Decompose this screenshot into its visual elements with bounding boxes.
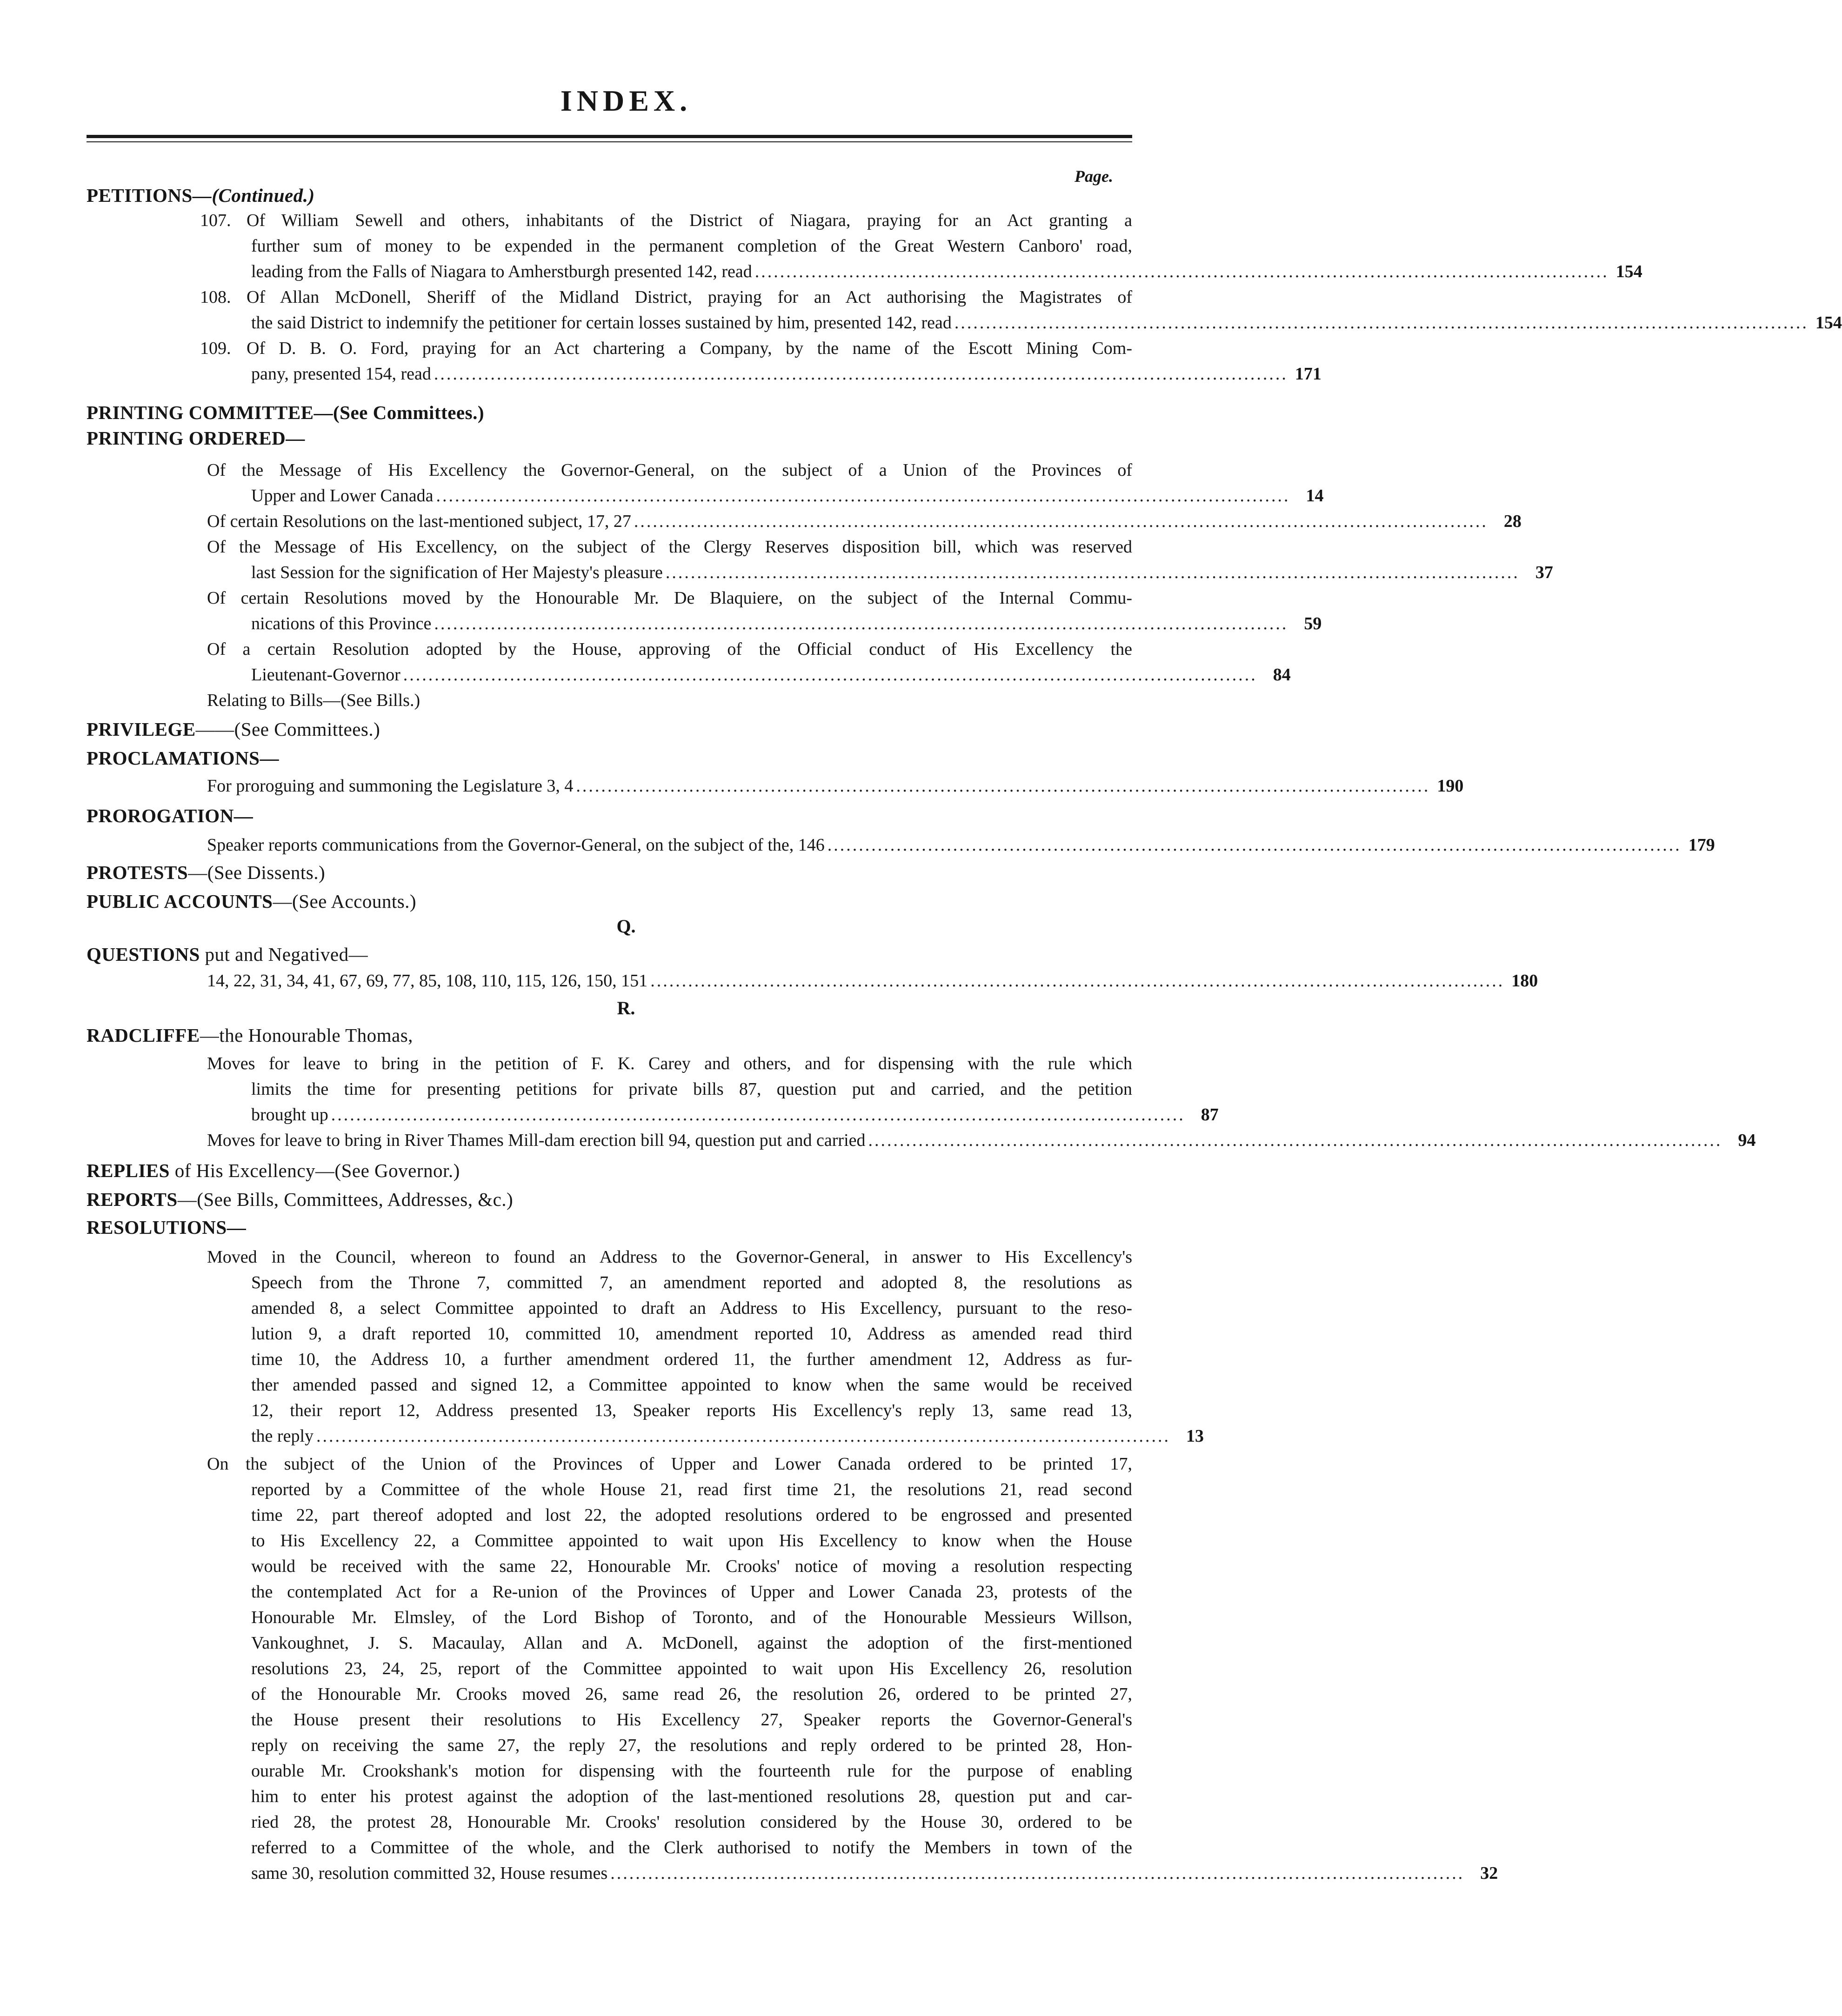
page-reference: 171 — [1295, 364, 1321, 384]
heading-printing-ordered: PRINTING ORDERED— — [87, 427, 305, 449]
page-reference: 180 — [1511, 971, 1538, 991]
section-letter-q: Q. — [616, 916, 636, 937]
page-reference: 14 — [1306, 486, 1324, 506]
entry-text: time 22, part thereof adopted and lost 22, the adopted resolutions ordered to be engrossed and presented — [251, 1505, 1132, 1525]
index-entry: Upper and Lower Canada ........................................................................................................................................ 14 — [251, 483, 1137, 509]
entry-text: Vankoughnet, J. S. Macaulay, Allan and A. McDonell, against the adoption of the first-mentioned — [251, 1633, 1132, 1653]
entry-text: of the Honourable Mr. Crooks moved 26, same read 26, the resolution 26, ordered to be printed 27, — [251, 1684, 1132, 1704]
heading-resolutions: RESOLUTIONS— — [87, 1217, 247, 1238]
page-reference: 59 — [1304, 614, 1322, 633]
index-entry: For proroguing and summoning the Legislature 3, 4 ........................................................................................................................................ 190 — [207, 773, 1137, 799]
entry-text: the House present their resolutions to His Excellency 27, Speaker reports the Governor-General's — [251, 1710, 1132, 1730]
entry-text: Moved in the Council, whereon to found an Address to the Governor-General, in answer to His Excellency's — [207, 1247, 1132, 1267]
entry-text: 12, their report 12, Address presented 13, Speaker reports His Excellency's reply 13, same read 13, — [251, 1401, 1132, 1420]
entry-text: Of the Message of His Excellency, on the subject of the Clergy Reserves disposition bill, which was reserved — [207, 537, 1132, 557]
entry-text: lution 9, a draft reported 10, committed 10, amendment reported 10, Address as amended read third — [251, 1324, 1132, 1344]
entry-text: referred to a Committee of the whole, and the Clerk authorised to notify the Members in town of the — [251, 1838, 1132, 1857]
page-reference: 32 — [1480, 1863, 1498, 1883]
heading-reports: REPORTS—(See Bills, Committees, Addresses, &c.) — [87, 1189, 514, 1210]
index-entry: last Session for the signification of Her Majesty's pleasure ........................................................................................................................................ 37 — [251, 560, 1137, 586]
entry-text: ther amended passed and signed 12, a Committee appointed to know when the same would be received — [251, 1375, 1132, 1395]
heading-replies: REPLIES of His Excellency—(See Governor.) — [87, 1160, 460, 1181]
page-reference: 13 — [1186, 1426, 1204, 1446]
heading-prorogation: PROROGATION— — [87, 805, 254, 826]
page-title: INDEX. — [560, 84, 692, 117]
title-rule-thin — [87, 141, 1132, 142]
heading-radcliffe: RADCLIFFE—the Honourable Thomas, — [87, 1025, 413, 1046]
heading-public-accounts: PUBLIC ACCOUNTS—(See Accounts.) — [87, 891, 417, 912]
page-reference: 87 — [1201, 1105, 1219, 1124]
entry-text: him to enter his protest against the adoption of the last-mentioned resolutions 28, question put and car- — [251, 1787, 1132, 1806]
entry-text: Moves for leave to bring in the petition of F. K. Carey and others, and for dispensing with the rule which — [207, 1054, 1132, 1073]
entry-text: Of the Message of His Excellency the Governor-General, on the subject of a Union of the Provinces of — [207, 460, 1132, 480]
entry-text: Of certain Resolutions moved by the Honourable Mr. De Blaquiere, on the subject of the Internal Commu- — [207, 588, 1132, 608]
index-entry: brought up ........................................................................................................................................ 87 — [251, 1102, 1137, 1128]
index-entry: Speaker reports communications from the Governor-General, on the subject of the, 146 ........................................................................................................................................ 179 — [207, 832, 1137, 858]
entry-number: 108. — [200, 287, 231, 307]
index-entry: Of certain Resolutions on the last-mentioned subject, 17, 27 ........................................................................................................................................ 28 — [207, 509, 1137, 534]
page-reference: 154 — [1615, 262, 1642, 281]
entry-text: reported by a Committee of the whole House 21, read first time 21, the resolutions 21, read second — [251, 1480, 1132, 1499]
entry-text: amended 8, a select Committee appointed to draft an Address to His Excellency, pursuant to the reso- — [251, 1298, 1132, 1318]
title-rule-thick — [87, 135, 1132, 138]
heading-questions: QUESTIONS put and Negatived— — [87, 944, 368, 965]
entry-text: limits the time for presenting petitions for private bills 87, question put and carried, and the petition — [251, 1079, 1132, 1099]
entry-text: Of William Sewell and others, inhabitants of the District of Niagara, praying for an Act granting a — [247, 211, 1132, 230]
entry-text: Of D. B. O. Ford, praying for an Act chartering a Company, by the name of the Escott Mining Com- — [247, 339, 1132, 358]
heading-proclamations: PROCLAMATIONS— — [87, 747, 279, 769]
entry-text: On the subject of the Union of the Provinces of Upper and Lower Canada ordered to be printed 17, — [207, 1454, 1132, 1474]
page-reference: 190 — [1437, 776, 1464, 796]
entry-text: Of Allan McDonell, Sheriff of the Midland District, praying for an Act authorising the Magistrates of — [247, 287, 1132, 307]
entry-text: the contemplated Act for a Re-union of the Provinces of Upper and Lower Canada 23, protests of the — [251, 1582, 1132, 1602]
page-column-label: Page. — [1074, 167, 1113, 186]
entry-text: would be received with the same 22, Honourable Mr. Crooks' notice of moving a resolution respecting — [251, 1557, 1132, 1576]
entry-text: Honourable Mr. Elmsley, of the Lord Bishop of Toronto, and of the Honourable Messieurs Willson, — [251, 1608, 1132, 1627]
heading-protests: PROTESTS—(See Dissents.) — [87, 862, 326, 883]
entry-text: ourable Mr. Crookshank's motion for dispensing with the fourteenth rule for the purpose of enabling — [251, 1761, 1132, 1781]
entry-text: reply on receiving the same 27, the reply 27, the resolutions and reply ordered to be printed 28, Hon- — [251, 1736, 1132, 1755]
index-entry: 14, 22, 31, 34, 41, 67, 69, 77, 85, 108, 110, 115, 126, 150, 151 ........................................................................................................................................ 180 — [207, 968, 1137, 994]
entry-text: Relating to Bills—(See Bills.) — [207, 691, 420, 710]
entry-text: ried 28, the protest 28, Honourable Mr. Crooks' resolution considered by the House 30, ordered to be — [251, 1812, 1132, 1832]
entry-text: time 10, the Address 10, a further amendment ordered 11, the further amendment 12, Address as fur- — [251, 1350, 1132, 1369]
index-entry: nications of this Province ........................................................................................................................................ 59 — [251, 611, 1137, 637]
page-reference: 84 — [1273, 665, 1291, 685]
entry-text: resolutions 23, 24, 25, report of the Committee appointed to wait upon His Excellency 26, resolution — [251, 1659, 1132, 1678]
entry-text: Of a certain Resolution adopted by the House, approving of the Official conduct of His Excellency the — [207, 639, 1132, 659]
heading-petitions: PETITIONS—(Continued.) — [87, 185, 315, 206]
heading-printing-committee: PRINTING COMMITTEE—(See Committees.) — [87, 402, 484, 423]
page-reference: 28 — [1503, 512, 1522, 531]
index-entry: same 30, resolution committed 32, House resumes ........................................................................................................................................ 32 — [251, 1861, 1137, 1886]
entry-text: further sum of money to be expended in the permanent completion of the Great Western Canboro' road, — [251, 236, 1132, 256]
page-reference: 37 — [1535, 563, 1553, 582]
page-reference: 179 — [1688, 835, 1715, 855]
index-entry: leading from the Falls of Niagara to Amherstburgh presented 142, read ........................................................................................................................................ 154 — [251, 259, 1137, 285]
index-entry: pany, presented 154, read ........................................................................................................................................ 171 — [251, 361, 1137, 387]
index-entry: Lieutenant-Governor ........................................................................................................................................ 84 — [251, 662, 1137, 688]
page-reference: 94 — [1738, 1131, 1756, 1150]
index-entry: the said District to indemnify the petitioner for certain losses sustained by him, presented 142, read ........................................................................................................................................ 154 — [251, 310, 1137, 336]
page-reference: 154 — [1815, 313, 1842, 333]
entry-number: 107. — [200, 211, 231, 230]
entry-text: to His Excellency 22, a Committee appointed to wait upon His Excellency to know when the House — [251, 1531, 1132, 1550]
entry-number: 109. — [200, 339, 231, 358]
section-letter-r: R. — [617, 998, 635, 1018]
heading-privilege: PRIVILEGE——(See Committees.) — [87, 719, 380, 740]
index-entry: the reply ........................................................................................................................................ 13 — [251, 1424, 1137, 1449]
index-entry: Moves for leave to bring in River Thames Mill-dam erection bill 94, question put and carried ........................................................................................................................................ 94 — [207, 1128, 1137, 1153]
entry-text: Speech from the Throne 7, committed 7, an amendment reported and adopted 8, the resolutions as — [251, 1273, 1132, 1292]
